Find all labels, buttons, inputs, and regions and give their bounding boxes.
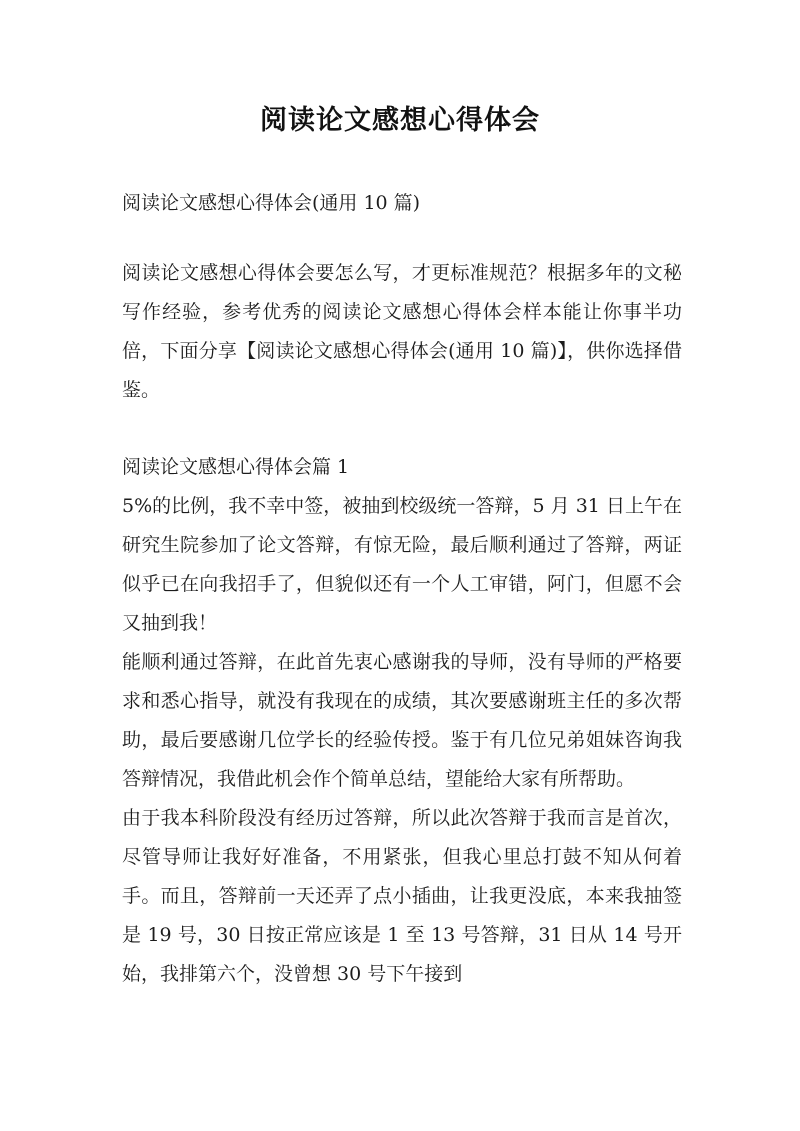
intro-block [122, 254, 682, 410]
section-heading: 阅读论文感想心得体会篇 1 [122, 456, 350, 478]
body-paragraph-3: 由于我本科阶段没有经历过答辩，所以此次答辩于我而言是首次，尽管导师让我好好准备，不用紧张，但我心里总打鼓不知从何着手。而且，答辩前一天还弄了点小插曲，让我更没底，本来我抽签是 19 号，30 日按正常应该是 1 至 13 号答辩，31 日从 14 号开始，我排第六个，没曾想 30 号下午接到 [122, 807, 682, 985]
document-title: 阅读论文感想心得体会 [260, 105, 540, 136]
body-paragraph-1: 5%的比例，我不幸中签，被抽到校级统一答辩，5 月 31 日上午在研究生院参加了论文答辩，有惊无险，最后顺利通过了答辩，两证似乎已在向我招手了，但貌似还有一个人工审错，阿门，但愿不会又抽到我！ [122, 495, 682, 634]
body-paragraph-2: 能顺利通过答辩，在此首先衷心感谢我的导师，没有导师的严格要求和悉心指导，就没有我现在的成绩，其次要感谢班主任的多次帮助，最后要感谢几位学长的经验传授。鉴于有几位兄弟姐妹咨询我答辩情况，我借此机会作个简单总结，望能给大家有所帮助。 [122, 651, 682, 790]
section-1 [122, 448, 682, 994]
document-subtitle [122, 184, 682, 223]
subtitle-text: 阅读论文感想心得体会(通用 10 篇) [122, 192, 421, 214]
intro-paragraph: 阅读论文感想心得体会要怎么写，才更标准规范？根据多年的文秘写作经验，参考优秀的阅读论文感想心得体会样本能让你事半功倍，下面分享【阅读论文感想心得体会(通用 10 篇)】，供你选择借鉴。 [122, 262, 682, 401]
